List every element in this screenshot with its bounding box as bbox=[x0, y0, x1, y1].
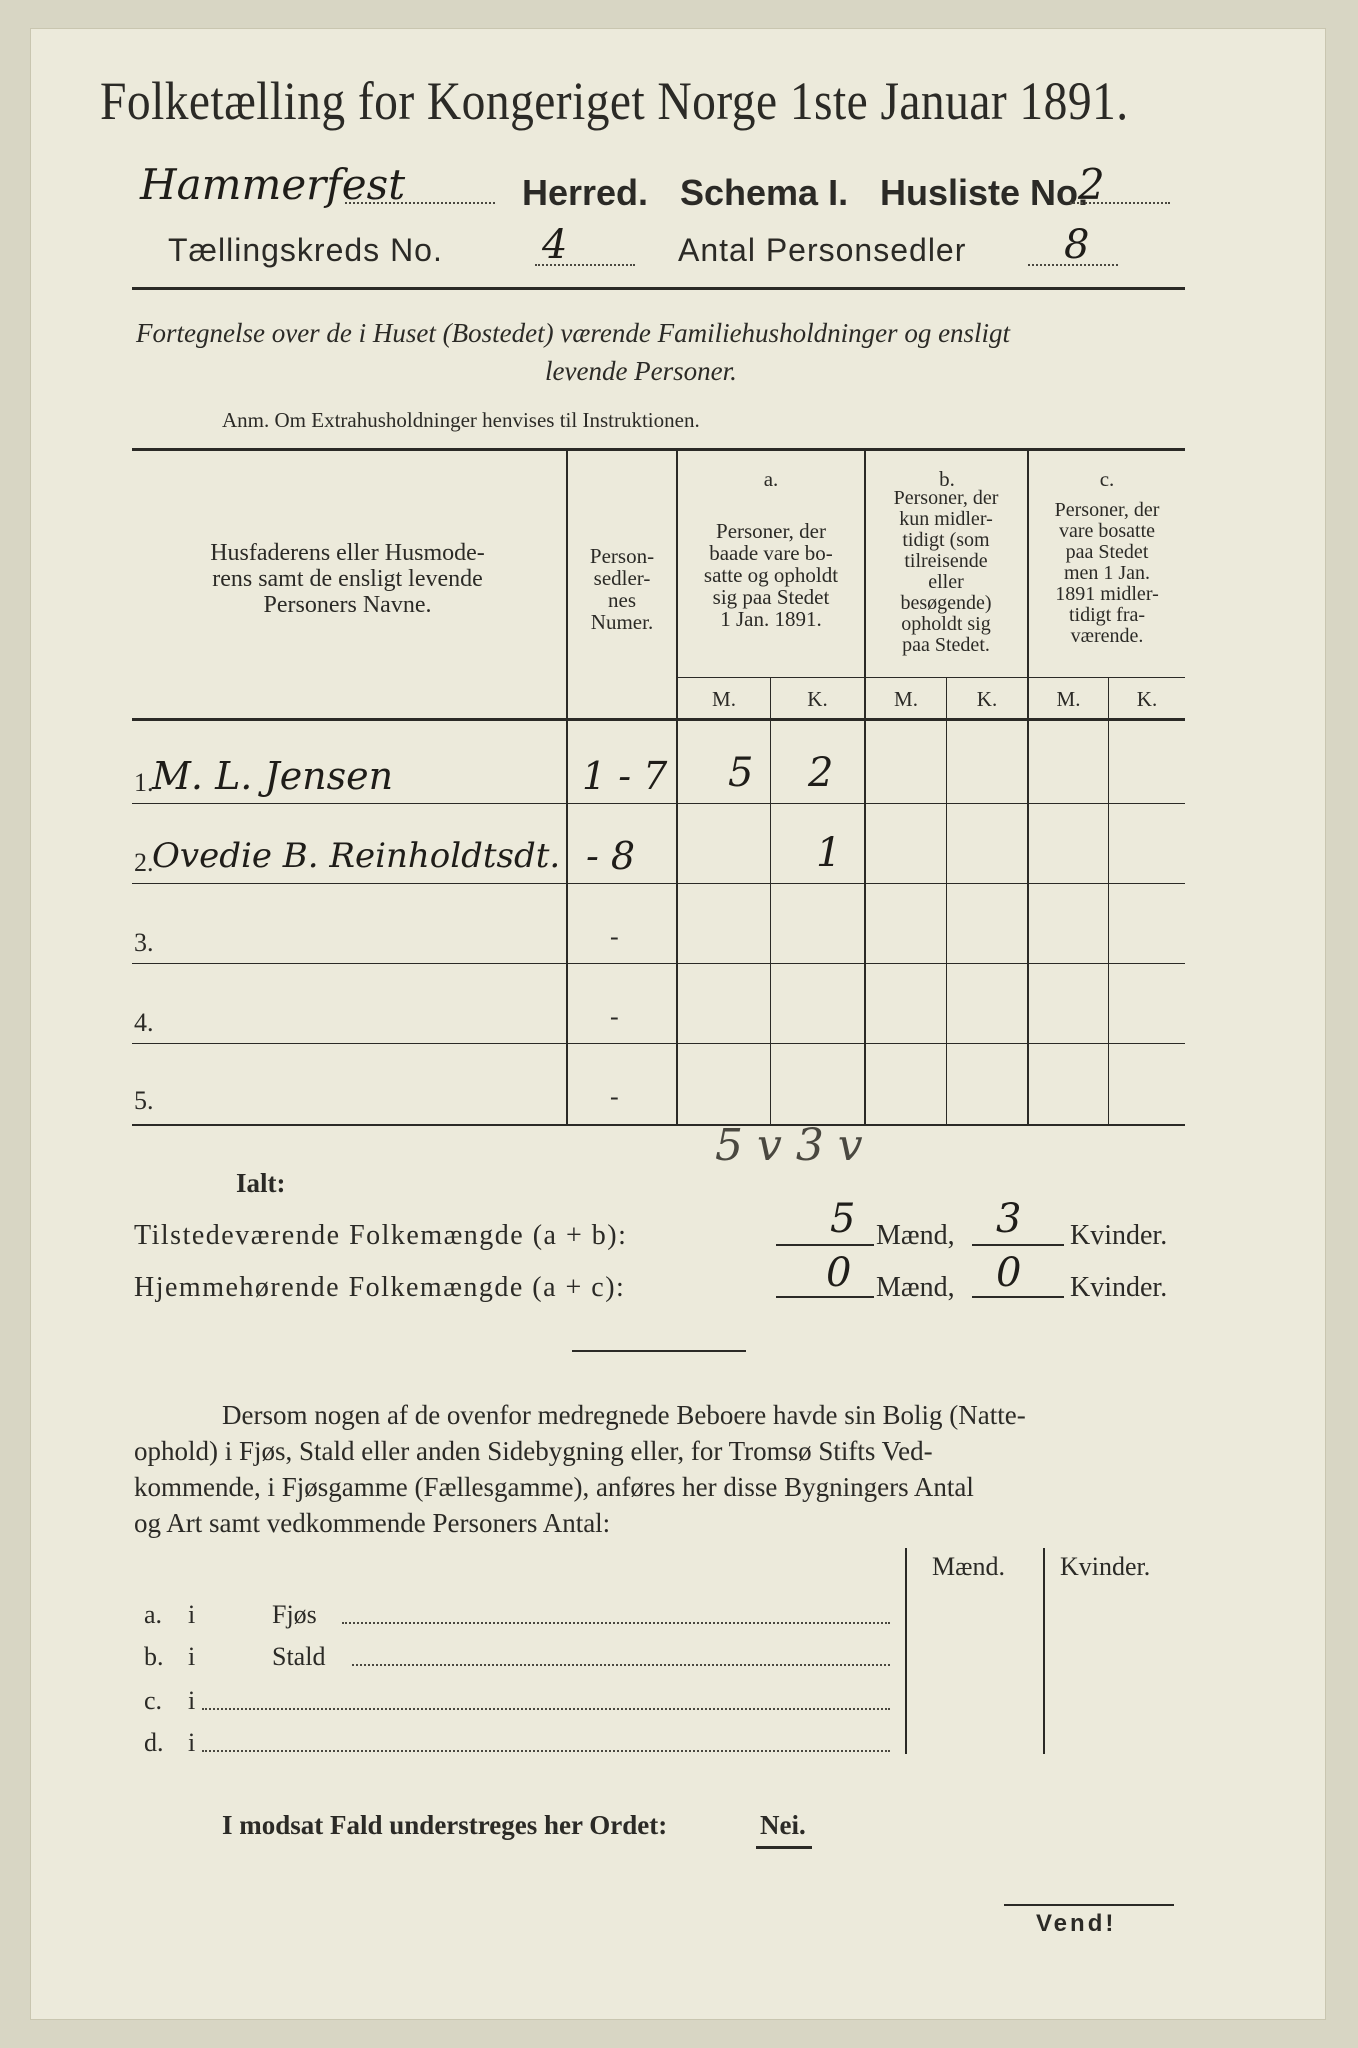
maend-label: Mænd, bbox=[876, 1272, 955, 1303]
kreds-dots bbox=[535, 264, 635, 266]
dersom-letter: c. bbox=[144, 1686, 163, 1715]
kvinder-label: Kvinder. bbox=[1070, 1220, 1168, 1251]
nei-underline bbox=[756, 1846, 812, 1849]
dersom-i: i bbox=[188, 1728, 196, 1757]
row-a-k: 1 bbox=[816, 830, 842, 876]
husliste-dots bbox=[1070, 202, 1170, 204]
form-title: Folketælling for Kongeriget Norge 1ste Januar 1891. bbox=[100, 71, 1129, 131]
row-index: 3. bbox=[134, 928, 154, 957]
dersom-i: i bbox=[188, 1600, 196, 1629]
vend-text: Vend! bbox=[1036, 1910, 1117, 1937]
header-line: paa Stedet bbox=[1065, 541, 1149, 563]
header-line: paa Stedet. bbox=[902, 634, 990, 656]
header-line: Husfaderens eller Husmode- bbox=[210, 540, 485, 566]
header-line: tilreisende bbox=[904, 550, 988, 572]
header-line: satte og opholdt bbox=[703, 563, 839, 587]
ialt-label: Ialt: bbox=[236, 1168, 286, 1198]
dersom-col-kvinder: Kvinder. bbox=[1060, 1552, 1151, 1581]
personsedler-value: 8 bbox=[1064, 222, 1090, 268]
row-index: 5. bbox=[134, 1086, 154, 1115]
dersom-col-maend: Mænd. bbox=[932, 1552, 1005, 1581]
header-line: men 1 Jan. bbox=[1063, 562, 1151, 584]
dersom-label: Stald bbox=[272, 1642, 326, 1671]
personsedler-dots bbox=[1028, 264, 1118, 266]
dersom-col-sep bbox=[905, 1548, 907, 1754]
herred-dots bbox=[345, 202, 495, 204]
dersom-dots bbox=[202, 1708, 890, 1710]
row-rule bbox=[132, 803, 1185, 804]
header-line: nes bbox=[608, 588, 636, 612]
header-line: 1891 midler- bbox=[1055, 583, 1159, 605]
tilst-k: 3 bbox=[996, 1196, 1022, 1242]
header-line: Personer, der bbox=[1054, 499, 1160, 521]
header-line: besøgende) bbox=[900, 592, 992, 614]
header-line: sig paa Stedet bbox=[712, 585, 830, 609]
herred-value: Hammerfest bbox=[140, 160, 406, 209]
row-num: - bbox=[610, 1002, 619, 1031]
mk-rule bbox=[676, 677, 1185, 678]
dersom-i: i bbox=[188, 1642, 196, 1671]
header-line: tidigt fra- bbox=[1068, 604, 1146, 626]
col-b-letter: b. bbox=[939, 467, 955, 491]
row-num: - bbox=[610, 1082, 619, 1111]
header-line: Numer. bbox=[590, 610, 654, 634]
dersom-letter: d. bbox=[144, 1728, 164, 1757]
mk-label: K. bbox=[807, 687, 828, 711]
col-sep-mk bbox=[946, 678, 947, 1124]
schema-label: Schema I. bbox=[680, 172, 849, 213]
row-a-m: 5 bbox=[728, 750, 754, 796]
personsedler-label: Antal Personsedler bbox=[678, 232, 967, 268]
col-sep-mk bbox=[1108, 678, 1109, 1124]
mk-label: K. bbox=[1136, 687, 1158, 711]
dersom-line4: og Art samt vedkommende Personers Antal: bbox=[134, 1508, 611, 1538]
row-num: - 8 bbox=[586, 834, 636, 878]
herred-label: Herred. bbox=[522, 172, 649, 213]
row-index: 2. bbox=[134, 848, 154, 877]
dersom-line1: Dersom nogen af de ovenfor medregnede Beboere havde sin Bolig (Natte- bbox=[222, 1400, 1026, 1430]
dersom-dots bbox=[202, 1750, 890, 1752]
mk-label: M. bbox=[1056, 687, 1081, 711]
hjem-k: 0 bbox=[996, 1250, 1022, 1296]
hjem-label: Hjemmehørende Folkemængde (a + c): bbox=[134, 1272, 626, 1303]
dersom-letter: a. bbox=[144, 1600, 163, 1629]
col-num-header bbox=[570, 545, 674, 633]
husliste-value: 2 bbox=[1078, 160, 1105, 209]
separator-rule bbox=[572, 1350, 746, 1352]
header-line: Personer, der bbox=[716, 519, 826, 543]
row-num: 1 - 7 bbox=[582, 754, 668, 798]
header-line: værende. bbox=[1070, 625, 1144, 647]
header-line: tidigt (som bbox=[902, 529, 990, 551]
dersom-letter: b. bbox=[144, 1642, 164, 1671]
hjem-m: 0 bbox=[826, 1250, 852, 1296]
header-line: rens samt de ensligt levende bbox=[212, 566, 483, 592]
dersom-dots bbox=[342, 1622, 890, 1624]
kvinder-label: Kvinder. bbox=[1070, 1272, 1168, 1303]
col-b-header bbox=[866, 488, 1026, 656]
header-rule bbox=[132, 287, 1185, 290]
col-c-header bbox=[1030, 500, 1184, 647]
header-line: opholdt sig bbox=[901, 613, 991, 635]
header-line: kun midler- bbox=[899, 508, 993, 530]
kreds-value: 4 bbox=[542, 222, 568, 268]
row-name: Ovedie B. Reinholdtsdt. bbox=[152, 836, 561, 876]
header-line: Person- bbox=[589, 544, 655, 568]
modsat-text: I modsat Fald understreges her Ordet: bbox=[222, 1810, 668, 1840]
header-line: Personers Navne. bbox=[263, 592, 432, 618]
col-name-header bbox=[140, 540, 555, 618]
nei-word: Nei. bbox=[760, 1810, 806, 1840]
col-sep bbox=[566, 451, 568, 1124]
row-a-k: 2 bbox=[808, 750, 834, 796]
row-rule bbox=[132, 1043, 1185, 1044]
dersom-i: i bbox=[188, 1686, 196, 1715]
dersom-col-sep bbox=[1043, 1548, 1045, 1754]
row-index: 4. bbox=[134, 1008, 154, 1037]
header-line: Personer, der bbox=[893, 487, 999, 509]
col-a-header bbox=[680, 520, 862, 630]
mk-label: M. bbox=[894, 687, 918, 711]
header-line: 1 Jan. 1891. bbox=[720, 607, 822, 631]
anm-note: Anm. Om Extrahusholdninger henvises til Instruktionen. bbox=[222, 408, 700, 432]
intro-line2: levende Personer. bbox=[545, 356, 737, 386]
ialt-handwritten: 5 v 3 v bbox=[715, 1120, 863, 1171]
header-line: vare bosatte bbox=[1058, 520, 1156, 542]
col-sep-mk bbox=[770, 678, 771, 1124]
dersom-dots bbox=[352, 1664, 890, 1666]
header-line: baade vare bo- bbox=[709, 541, 833, 565]
table-bottom-rule bbox=[132, 1124, 1185, 1126]
row-rule bbox=[132, 963, 1185, 964]
col-sep bbox=[1027, 451, 1029, 1124]
tilst-m-rule bbox=[776, 1244, 874, 1246]
vend-rule bbox=[1004, 1904, 1174, 1906]
dersom-label: Fjøs bbox=[272, 1600, 317, 1629]
mk-label: K. bbox=[976, 687, 998, 711]
row-name: M. L. Jensen bbox=[152, 754, 394, 798]
col-a-letter: a. bbox=[763, 467, 779, 491]
tilst-k-rule bbox=[972, 1244, 1064, 1246]
row-num: - bbox=[610, 922, 619, 951]
hjem-k-rule bbox=[972, 1296, 1064, 1298]
kreds-label: Tællingskreds No. bbox=[168, 232, 443, 268]
header-line: eller bbox=[928, 571, 964, 593]
hjem-m-rule bbox=[776, 1296, 874, 1298]
tilst-label: Tilstedeværende Folkemængde (a + b): bbox=[134, 1220, 628, 1251]
header-line: sedler- bbox=[593, 566, 651, 590]
dersom-line2: ophold) i Fjøs, Stald eller anden Sidebygning eller, for Tromsø Stifts Ved- bbox=[134, 1436, 933, 1466]
col-c-letter: c. bbox=[1099, 467, 1115, 491]
col-sep bbox=[676, 451, 678, 1124]
row-index: 1. bbox=[134, 768, 154, 797]
dersom-line3: kommende, i Fjøsgamme (Fællesgamme), anføres her disse Bygningers Antal bbox=[134, 1472, 974, 1502]
row-rule bbox=[132, 883, 1185, 884]
tilst-m: 5 bbox=[830, 1196, 856, 1242]
husliste-label: Husliste No. bbox=[880, 172, 1089, 213]
intro-line1: Fortegnelse over de i Huset (Bostedet) værende Familiehusholdninger og ensligt bbox=[136, 318, 1011, 348]
maend-label: Mænd, bbox=[876, 1220, 955, 1251]
mk-label: M. bbox=[712, 687, 736, 711]
